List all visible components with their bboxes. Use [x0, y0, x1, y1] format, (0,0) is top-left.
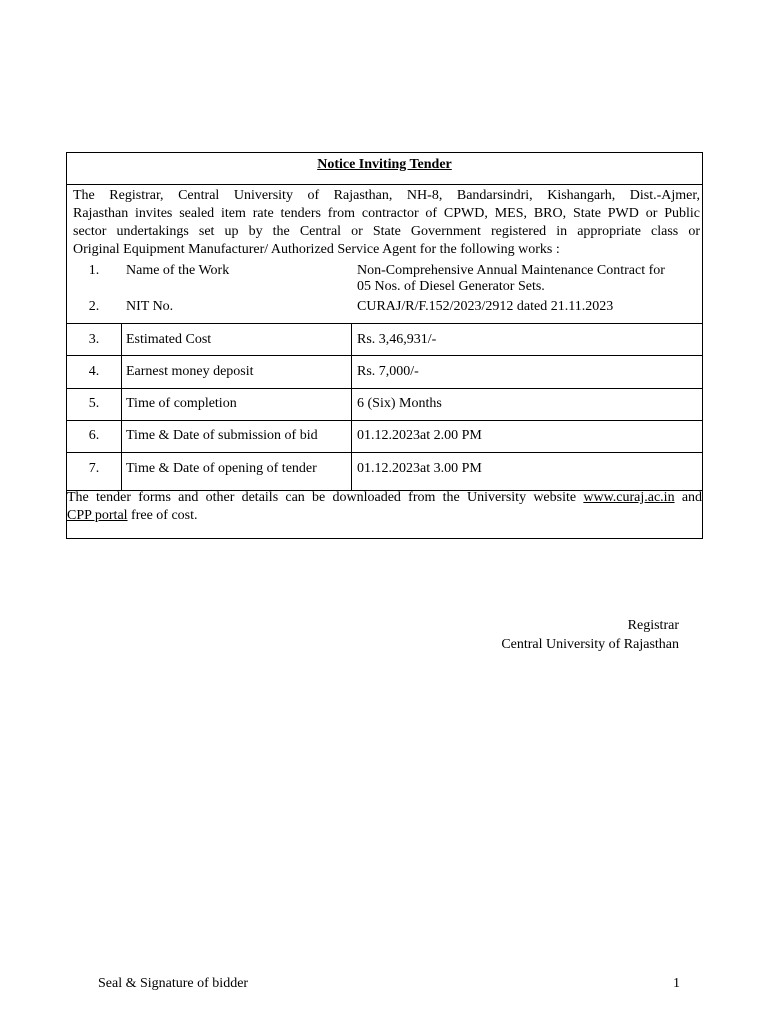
row-label: NIT No.	[126, 299, 174, 314]
column-divider	[121, 453, 122, 490]
details-table	[67, 257, 702, 489]
row-label: Estimated Cost	[126, 332, 212, 347]
column-divider	[351, 356, 352, 389]
column-divider	[121, 356, 122, 389]
notice-box	[66, 152, 703, 539]
row-label: Time & Date of opening of tender	[126, 461, 317, 476]
column-divider	[121, 389, 122, 421]
column-divider	[351, 453, 352, 490]
footer-note-text: and	[681, 490, 703, 505]
row-label: Earnest money deposit	[126, 364, 254, 379]
row-value: 6 (Six) Months	[357, 396, 442, 411]
row-number: 5.	[88, 396, 100, 411]
row-value: CURAJ/R/F.152/2023/2912 dated 21.11.2023	[357, 299, 614, 314]
signatory-org: Central University of Rajasthan	[501, 637, 679, 652]
row-value: Non-Comprehensive Annual Maintenance Contract for	[357, 263, 665, 278]
page-number: 1	[673, 976, 680, 991]
column-divider	[121, 324, 122, 356]
row-label: Time & Date of submission of bid	[126, 428, 318, 443]
intro-line: sector undertakings set up by the Central or State Government registered in appropriate class or	[73, 224, 700, 239]
row-number: 4.	[88, 364, 100, 379]
row-value: 01.12.2023at 3.00 PM	[357, 461, 482, 476]
row-number: 1.	[88, 263, 100, 278]
table-row	[67, 388, 702, 421]
row-value: Rs. 3,46,931/-	[357, 332, 437, 347]
footer-note-text: free of cost.	[131, 508, 198, 523]
row-label: Name of the Work	[126, 263, 230, 278]
signatory-title: Registrar	[627, 618, 679, 633]
row-value: 01.12.2023at 2.00 PM	[357, 428, 482, 443]
row-value: 05 Nos. of Diesel Generator Sets.	[357, 279, 545, 294]
column-divider	[121, 421, 122, 453]
cpp-portal-link[interactable]: CPP portal	[67, 508, 128, 523]
table-row	[67, 355, 702, 389]
row-label: Time of completion	[126, 396, 237, 411]
row-number: 3.	[88, 332, 100, 347]
notice-footer-note	[67, 489, 702, 525]
intro-line: Original Equipment Manufacturer/ Authorized Service Agent for the following works :	[73, 242, 560, 257]
website-link[interactable]: www.curaj.ac.in	[583, 490, 675, 505]
row-number: 2.	[88, 299, 100, 314]
notice-title: Notice Inviting Tender	[67, 153, 702, 185]
column-divider	[351, 389, 352, 421]
intro-line: The Registrar, Central University of Rajasthan, NH-8, Bandarsindri, Kishangarh, Dist.-Ajmer,	[73, 188, 700, 203]
footer-note-line	[67, 508, 198, 523]
signature-block	[501, 616, 679, 654]
footer-note-text: The tender forms and other details can be downloaded from the University website	[67, 490, 577, 505]
table-row	[67, 452, 702, 491]
intro-line: Rajasthan invites sealed item rate tenders from contractor of CPWD, MES, BRO, State PWD or Public	[73, 206, 700, 221]
table-row	[67, 420, 702, 453]
notice-intro	[73, 187, 700, 259]
table-row	[67, 323, 702, 356]
seal-signature-label: Seal & Signature of bidder	[98, 976, 249, 991]
row-value: Rs. 7,000/-	[357, 364, 419, 379]
column-divider	[351, 324, 352, 356]
footer-note-line	[67, 489, 702, 507]
row-number: 6.	[88, 428, 100, 443]
column-divider	[351, 421, 352, 453]
table-row	[67, 263, 702, 295]
row-number: 7.	[88, 461, 100, 476]
